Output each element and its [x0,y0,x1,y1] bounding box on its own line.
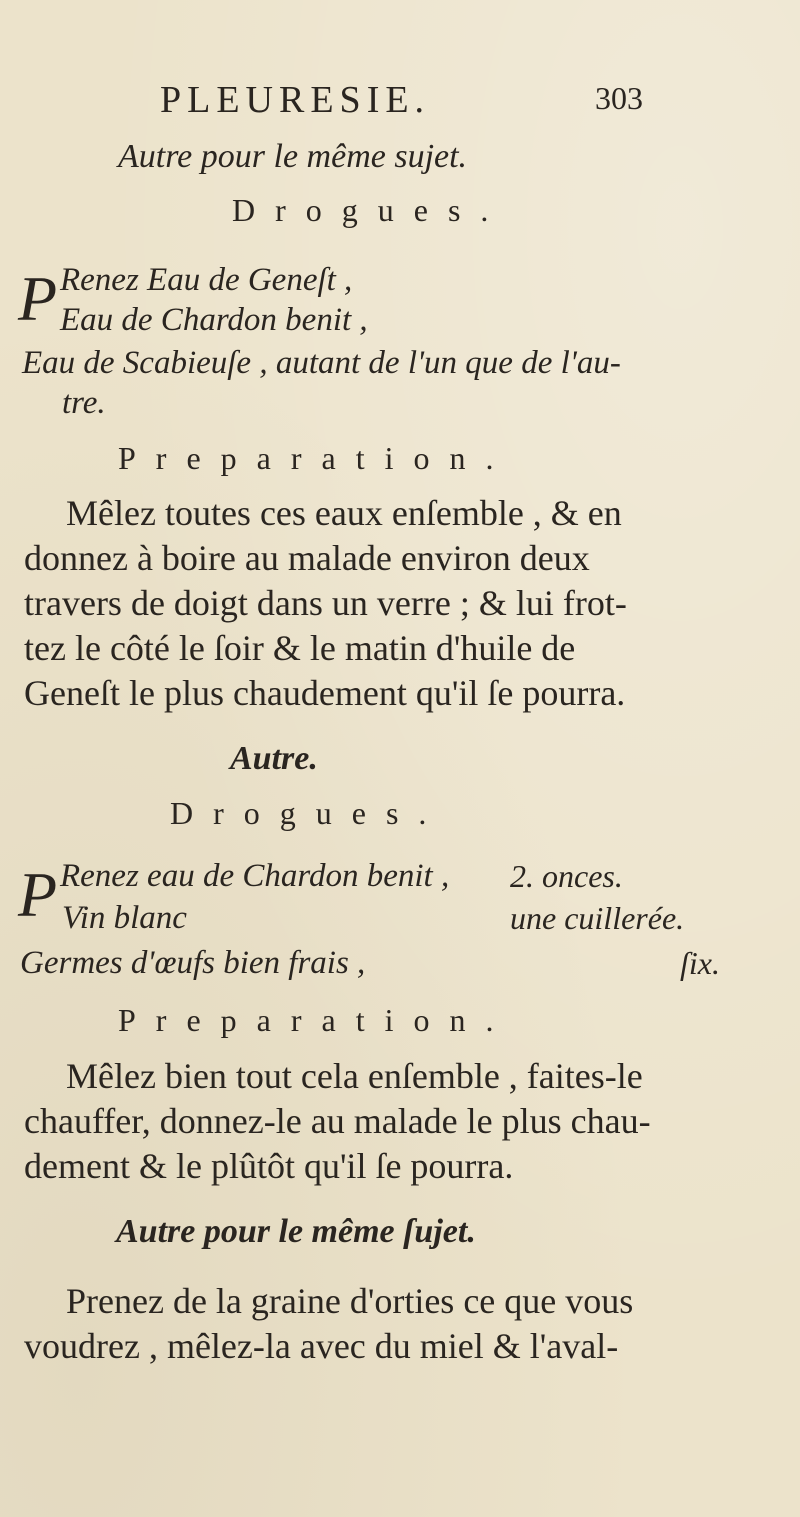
paragraph-line: dement & le plûtôt qu'il ſe pourra. [24,1146,514,1186]
ingredient-line: tre. [62,385,106,421]
preparation-heading: Preparation. [118,440,514,476]
preparation-heading: Preparation. [118,1002,514,1038]
paragraph-line: voudrez , mêlez-la avec du miel & l'aval- [24,1326,619,1366]
section-title: Autre pour le même ſujet. [116,1213,476,1250]
paragraph-line: chauffer, donnez-le au malade le plus chau- [24,1101,651,1141]
ingredient-amount: ſix. [680,945,720,981]
ingredient-amount: 2. onces. [510,858,623,894]
ingredient-line: Eau de Chardon benit , [60,302,368,338]
drogues-heading: Drogues. [232,192,509,228]
paragraph-line: Mêlez bien tout cela enſemble , faites-le [66,1056,643,1096]
section-title: Autre pour le même sujet. [118,138,468,175]
ingredient-line: Renez Eau de Geneſt , [60,262,353,298]
ingredient-line: Germes d'œufs bien frais , [20,945,366,981]
paragraph-line: Mêlez toutes ces eaux enſemble , & en [66,493,622,533]
ingredient-line: Renez eau de Chardon benit , [60,858,450,894]
section-title: Autre. [230,740,318,777]
paragraph-line: Prenez de la graine d'orties ce que vous [66,1281,634,1321]
running-title: PLEURESIE. [160,79,431,121]
paragraph-line: donnez à boire au malade environ deux [24,538,590,578]
drop-cap: P [18,859,58,930]
page-number: 303 [595,80,643,116]
drop-cap: P [18,263,58,334]
ingredient-line: Eau de Scabieuſe , autant de l'un que de l'au- [22,345,621,381]
drogues-heading: Drogues. [170,795,447,831]
paragraph-line: tez le côté le ſoir & le matin d'huile de [24,628,576,668]
paragraph-line: Geneſt le plus chaudement qu'il ſe pourra. [24,673,626,713]
paragraph-line: travers de doigt dans un verre ; & lui frot- [24,583,627,623]
ingredient-line: Vin blanc [62,900,187,936]
ingredient-amount: une cuillerée. [510,900,685,936]
